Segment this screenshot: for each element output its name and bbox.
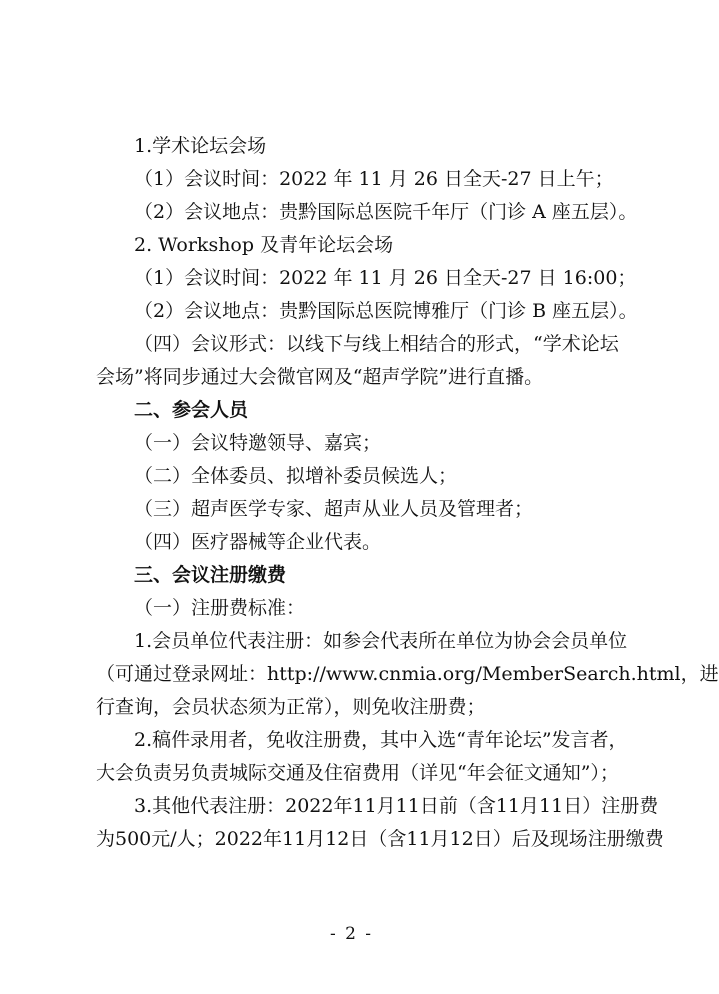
heading-attendees: 二、参会人员 xyxy=(134,399,249,421)
list-item: （二）全体委员、拟增补委员候选人； xyxy=(134,465,458,487)
paragraph-line: （2）会议地点：贵黔国际总医院千年厅（门诊 A 座五层）。 xyxy=(134,201,638,223)
paragraph-line: 3.其他代表注册：2022年11月11日前（含11月11日）注册费 xyxy=(134,795,659,817)
paragraph-line: （可通过登录网址：http://www.cnmia.org/MemberSearch.html，进 xyxy=(96,663,719,685)
paragraph-line: 2.稿件录用者，免收注册费，其中入选“青年论坛”发言者， xyxy=(134,729,628,751)
list-item: （四）医疗器械等企业代表。 xyxy=(134,531,382,553)
heading-registration: 三、会议注册缴费 xyxy=(134,564,287,586)
paragraph-line: 会场”将同步通过大会微官网及“超声学院”进行直播。 xyxy=(96,366,544,388)
paragraph-line: 行查询，会员状态须为正常），则免收注册费； xyxy=(96,696,486,718)
paragraph-line: （1）会议时间：2022 年 11 月 26 日全天-27 日 16:00； xyxy=(134,267,637,289)
page-number: - 2 - xyxy=(329,924,374,944)
list-item: （一）会议特邀领导、嘉宾； xyxy=(134,432,382,454)
paragraph-line: （一）注册费标准： xyxy=(134,597,306,619)
paragraph-line: 大会负责另负责城际交通及住宿费用（详见“年会征文通知”）； xyxy=(96,762,619,784)
paragraph-line: 1.会员单位代表注册：如参会代表所在单位为协会会员单位 xyxy=(134,630,628,652)
list-item: （三）超声医学专家、超声从业人员及管理者； xyxy=(134,498,534,520)
section-title-academic-forum: 1.学术论坛会场 xyxy=(134,135,267,157)
paragraph-line: （2）会议地点：贵黔国际总医院博雅厅（门诊 B 座五层）。 xyxy=(134,300,638,322)
paragraph-line: 为500元/人；2022年11月12日（含11月12日）后及现场注册缴费 xyxy=(96,828,664,850)
paragraph-line: （1）会议时间：2022 年 11 月 26 日全天-27 日上午； xyxy=(134,168,614,190)
paragraph-line: （四）会议形式：以线下与线上相结合的形式，“学术论坛 xyxy=(134,333,619,355)
section-title-workshop: 2. Workshop 及青年论坛会场 xyxy=(134,234,394,256)
